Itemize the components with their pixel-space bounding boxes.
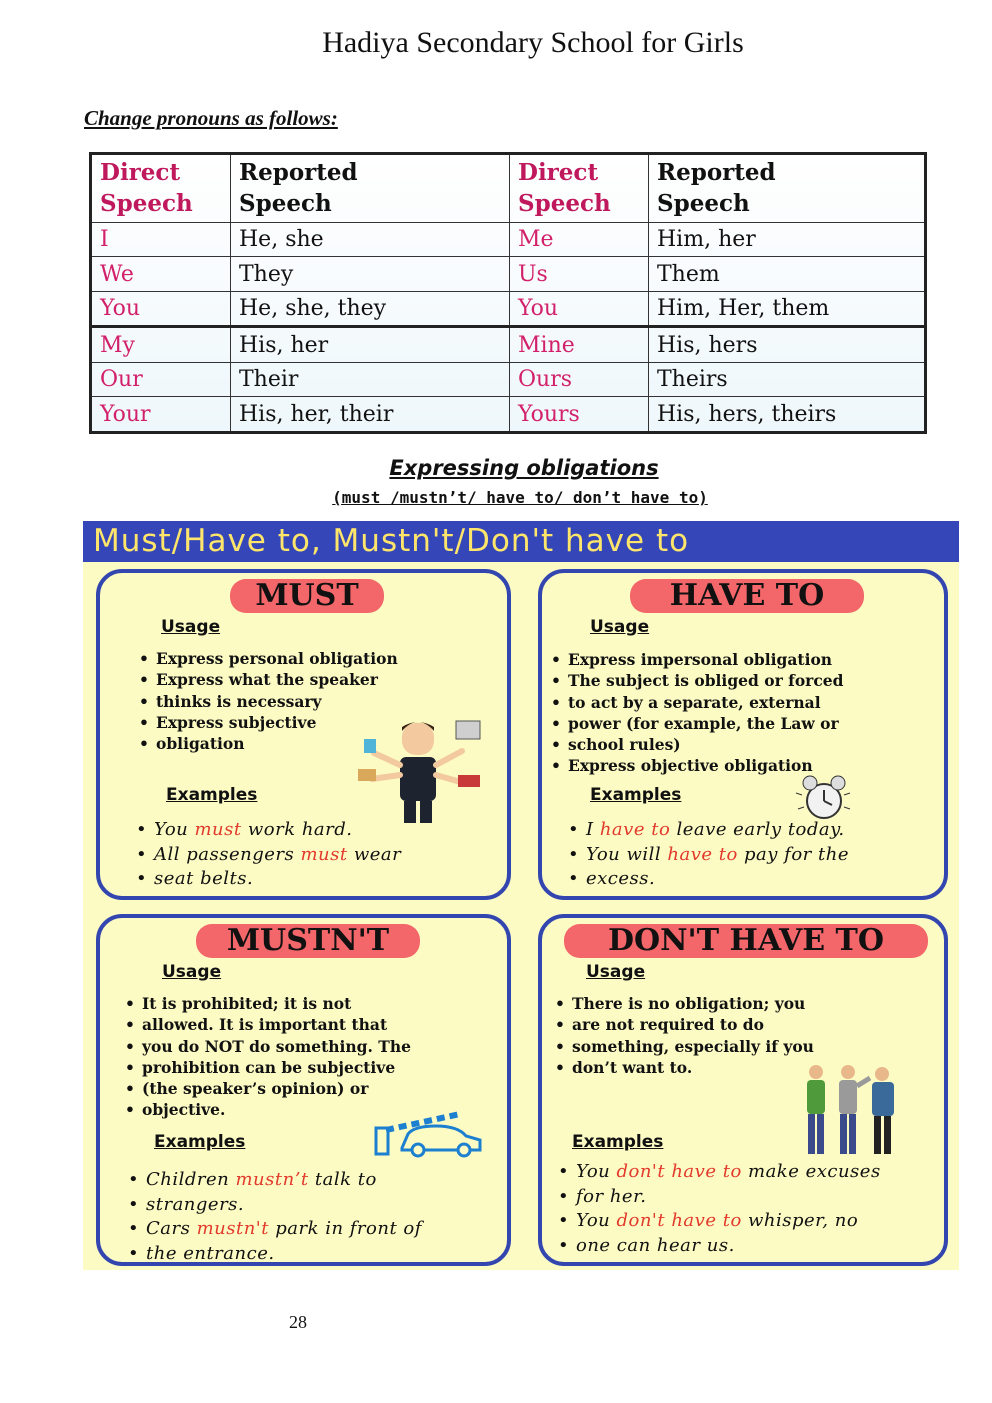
list-item: • Express objective obligation [548,755,940,776]
usage-label: Usage [161,617,221,637]
example-item: • I have to leave early today. [566,818,936,843]
example-item: • one can hear us. [556,1234,948,1259]
table-cell: My [91,327,231,363]
panel-title: MUST [230,579,384,613]
list-item: • prohibition can be subjective [122,1057,507,1078]
header-reported-speech: Reported Speech [231,154,510,223]
page-number: 28 [289,1312,307,1332]
list-item: • don’t want to. [552,1057,942,1078]
three-people-illustration [794,1062,914,1158]
busy-man-illustration [344,713,494,823]
table-cell: Us [510,257,649,291]
usage-list [122,993,507,1121]
table-cell: Them [649,257,926,291]
table-cell: You [91,291,231,327]
table-cell: You [510,291,649,327]
examples-label: Examples [154,1132,246,1152]
table-cell: Their [231,362,510,396]
usage-label: Usage [590,617,650,637]
list-item: • school rules) [548,734,940,755]
examples-label: Examples [590,785,682,805]
table-cell: I [91,222,231,256]
table-row [91,397,926,433]
header-direct-speech: Direct Speech [510,154,649,223]
list-item: • to act by a separate, external [548,692,940,713]
panel-title: MUSTN'T [196,924,420,958]
example-item: • seat belts. [134,867,494,892]
list-item: • you do NOT do something. The [122,1036,507,1057]
panel-must [96,569,511,900]
table-row [91,222,926,256]
table-cell: His, her, their [231,397,510,433]
list-item: • (the speaker’s opinion) or [122,1078,507,1099]
table-cell: Me [510,222,649,256]
example-item: • You don't have to make excuses [556,1160,948,1185]
panel-have-to [538,569,948,900]
panel-mustnt [96,914,511,1266]
examples-list [566,818,936,892]
infographic-banner: Must/Have to, Mustn't/Don't have to [83,521,959,562]
list-item: • allowed. It is important that [122,1014,507,1035]
list-item: • Express personal obligation [136,648,476,669]
examples-list [126,1168,506,1266]
alarm-clock-icon [792,773,856,823]
modal-verbs-infographic [83,521,959,1270]
table-cell: Theirs [649,362,926,396]
example-item: • the entrance. [126,1242,506,1267]
table-cell: They [231,257,510,291]
table-cell: Our [91,362,231,396]
list-item: • obligation [136,733,476,754]
table-cell: He, she [231,222,510,256]
usage-label: Usage [162,962,222,982]
table-cell: We [91,257,231,291]
examples-label: Examples [166,785,258,805]
example-item: • excess. [566,867,936,892]
obligations-subtitle: (must /mustn’t/ have to/ don’t have to) [332,488,708,507]
example-item: • You must work hard. [134,818,494,843]
example-item: • You don't have to whisper, no [556,1209,948,1234]
obligations-title: Expressing obligations [389,456,659,480]
examples-list [556,1160,948,1258]
table-cell: He, she, they [231,291,510,327]
table-cell: Him, Her, them [649,291,926,327]
examples-label: Examples [572,1132,664,1152]
table-header-row [91,154,926,223]
usage-list [548,649,940,777]
panel-title: HAVE TO [630,579,864,613]
list-item: • something, especially if you [552,1036,942,1057]
list-item: • The subject is obliged or forced [548,670,940,691]
table-row [91,327,926,363]
table-cell: Your [91,397,231,433]
table-row [91,257,926,291]
header-reported-speech: Reported Speech [649,154,926,223]
table-cell: His, hers [649,327,926,363]
section-heading: Change pronouns as follows: [84,106,338,130]
list-item: • Express what the speaker [136,669,476,690]
list-item: • Express impersonal obligation [548,649,940,670]
table-cell: Yours [510,397,649,433]
example-item: • You will have to pay for the [566,843,936,868]
example-item: • All passengers must wear [134,843,494,868]
header-direct-speech: Direct Speech [91,154,231,223]
panel-title: DON'T HAVE TO [564,924,928,958]
list-item: • Express subjective [136,712,476,733]
table-cell: His, hers, theirs [649,397,926,433]
table-row [91,291,926,327]
pronoun-table [89,152,927,434]
table-cell: Ours [510,362,649,396]
list-item: • There is no obligation; you [552,993,942,1014]
list-item: • It is prohibited; it is not [122,993,507,1014]
panel-dont-have-to [538,914,948,1266]
list-item: • objective. [122,1099,507,1120]
examples-list [134,818,494,892]
parking-barrier-car-icon [374,1110,486,1158]
list-item: • are not required to do [552,1014,942,1035]
example-item: • strangers. [126,1193,506,1218]
table-row [91,362,926,396]
school-name: Hadiya Secondary School for Girls [322,26,744,59]
list-item: • power (for example, the Law or [548,713,940,734]
list-item: • thinks is necessary [136,691,476,712]
table-cell: Mine [510,327,649,363]
table-cell: Him, her [649,222,926,256]
example-item: • for her. [556,1185,948,1210]
example-item: • Children mustn’t talk to [126,1168,506,1193]
usage-label: Usage [586,962,646,982]
example-item: • Cars mustn't park in front of [126,1217,506,1242]
table-cell: His, her [231,327,510,363]
